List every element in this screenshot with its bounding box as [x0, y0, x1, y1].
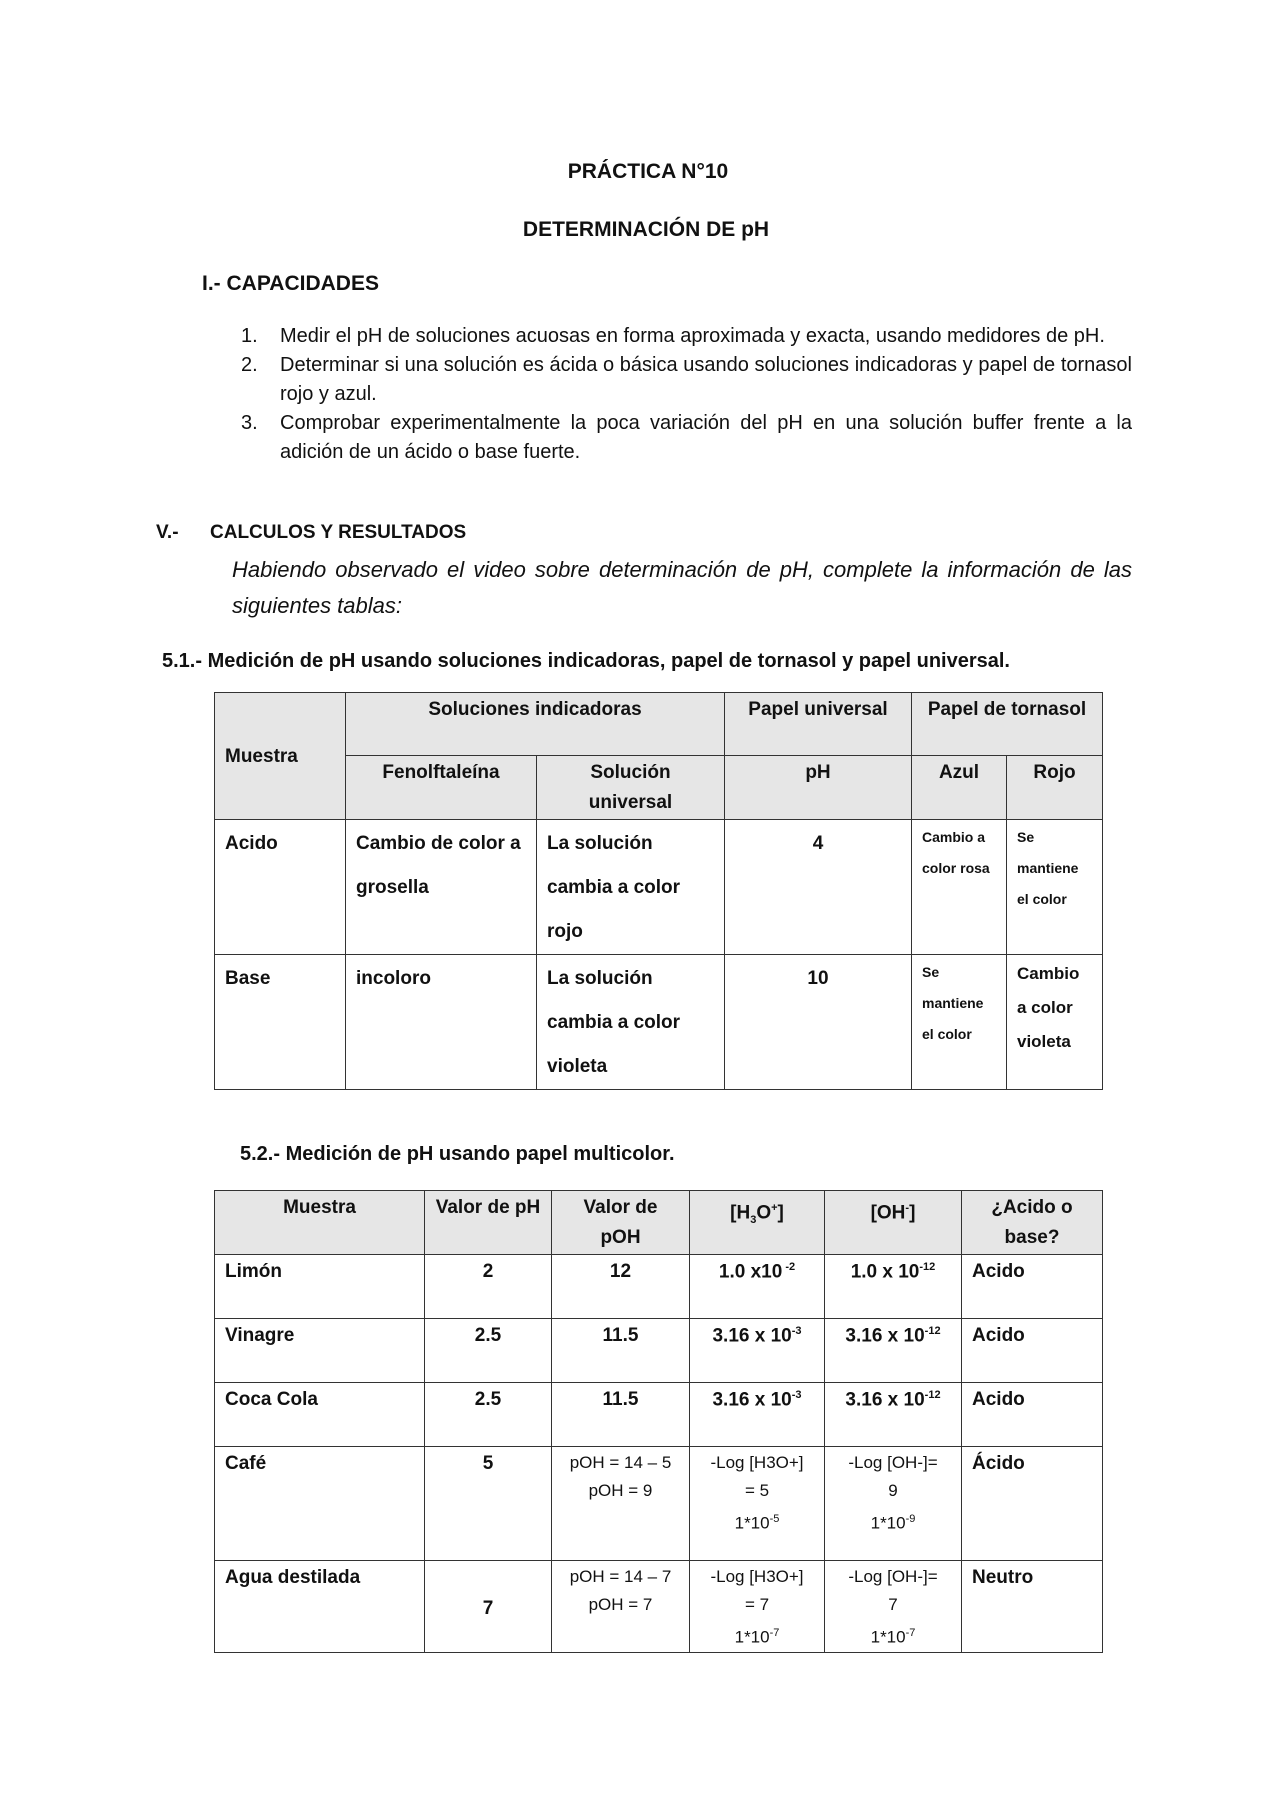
- resultados-heading: [156, 522, 466, 544]
- resultados-label: V.-: [156, 522, 179, 543]
- cell-ph: 7: [425, 1561, 552, 1653]
- cell-ph: 2.5: [425, 1383, 552, 1447]
- cell-poh: 12: [552, 1255, 690, 1319]
- resultados-intro: Habiendo observado el video sobre determinación de pH, complete la información de las siguientes tablas:: [232, 557, 1132, 618]
- cell-poh: pOH = 14 – 5 pOH = 9: [552, 1447, 690, 1561]
- list-item: 2. Determinar si una solución es ácida o básica usando soluciones indicadoras y papel de tornasol rojo y azul.: [241, 354, 1132, 405]
- cell-rojo: Cambio a color violeta: [1007, 955, 1103, 1090]
- capacidades-list: [236, 322, 1132, 467]
- cell-tipo: Acido: [962, 1383, 1103, 1447]
- cell-oh: -Log [OH-]= 7 $1*10^{-7}$: [825, 1561, 962, 1653]
- cell-h3o: -Log [H3O+] = 5 $1*10^{-5}$: [690, 1447, 825, 1561]
- cell-oh: 3.16 x $10^{-12}$: [825, 1383, 962, 1447]
- cell-tipo: Neutro: [962, 1561, 1103, 1653]
- cell-solucion-universal: La solución cambia a color violeta: [537, 955, 725, 1090]
- cell-fenolftaleina: Cambio de color a grosella: [346, 820, 537, 955]
- cell-solucion-universal: La solución cambia a color rojo: [537, 820, 725, 955]
- cell-ph: 4: [725, 820, 912, 955]
- page-title: PRÁCTICA N°10: [567, 160, 729, 183]
- cell-poh: 11.5: [552, 1383, 690, 1447]
- header-tornasol: Papel de tornasol: [912, 693, 1103, 756]
- cell-h3o: 3.16 x $10^{-3}$: [690, 1319, 825, 1383]
- cell-rojo: Se mantiene el color: [1007, 820, 1103, 955]
- resultados-title: CALCULOS Y RESULTADOS: [210, 522, 467, 543]
- cell-muestra: Acido: [215, 820, 346, 955]
- cell-muestra: Agua destilada: [215, 1561, 425, 1653]
- cell-ph: 5: [425, 1447, 552, 1561]
- cell-muestra: Café: [215, 1447, 425, 1561]
- multicolor-table: [214, 1190, 1103, 1653]
- header-ph: Valor de pH: [425, 1191, 552, 1255]
- cell-tipo: Acido: [962, 1319, 1103, 1383]
- header-fenolftaleina: Fenolftaleína: [346, 756, 537, 820]
- table-row: [215, 955, 1103, 1090]
- header-ph: pH: [725, 756, 912, 820]
- table-row: [215, 1561, 1103, 1653]
- table-row: [215, 1383, 1103, 1447]
- header-muestra: Muestra: [215, 1191, 425, 1255]
- header-oh: [OH-]: [825, 1191, 962, 1255]
- cell-tipo: Ácido: [962, 1447, 1103, 1561]
- cell-h3o: 3.16 x $10^{-3}$: [690, 1383, 825, 1447]
- cell-muestra: Base: [215, 955, 346, 1090]
- indicator-table: [214, 692, 1103, 1090]
- header-soluciones: Soluciones indicadoras: [346, 693, 725, 756]
- cell-oh: 1.0 x $10^{-12}$: [825, 1255, 962, 1319]
- section-52-heading: 5.2.- Medición de pH usando papel multicolor.: [240, 1143, 675, 1165]
- header-poh: Valor de pOH: [552, 1191, 690, 1255]
- table-row: [215, 820, 1103, 955]
- header-muestra: Muestra: [215, 693, 346, 820]
- cell-muestra: Coca Cola: [215, 1383, 425, 1447]
- cell-poh: 11.5: [552, 1319, 690, 1383]
- cell-ph: 2.5: [425, 1319, 552, 1383]
- cell-oh: 3.16 x $10^{-12}$: [825, 1319, 962, 1383]
- header-azul: Azul: [912, 756, 1007, 820]
- table-row: [215, 1319, 1103, 1383]
- cell-muestra: Vinagre: [215, 1319, 425, 1383]
- cell-h3o: -Log [H3O+] = 7 $1*10^{-7}$: [690, 1561, 825, 1653]
- header-rojo: Rojo: [1007, 756, 1103, 820]
- cell-tipo: Acido: [962, 1255, 1103, 1319]
- header-solucion-universal: Solución universal: [537, 756, 725, 820]
- cell-azul: Se mantiene el color: [912, 955, 1007, 1090]
- table-row: [215, 1447, 1103, 1561]
- cell-ph: 2: [425, 1255, 552, 1319]
- cell-fenolftaleina: incoloro: [346, 955, 537, 1090]
- cell-oh: -Log [OH-]= 9 $1*10^{-9}$: [825, 1447, 962, 1561]
- page-subtitle: DETERMINACIÓN DE pH: [522, 218, 770, 241]
- section-51-heading: 5.1.- Medición de pH usando soluciones indicadoras, papel de tornasol y papel universal.: [162, 650, 1010, 672]
- capacidades-heading: I.- CAPACIDADES: [202, 272, 379, 295]
- cell-poh: pOH = 14 – 7 pOH = 7: [552, 1561, 690, 1653]
- header-h3o: $[H_3O^+]$: [690, 1191, 825, 1255]
- header-papel-universal: Papel universal: [725, 693, 912, 756]
- cell-muestra: Limón: [215, 1255, 425, 1319]
- list-item: 1. Medir el pH de soluciones acuosas en forma aproximada y exacta, usando medidores de pH.: [241, 325, 1105, 347]
- cell-ph: 10: [725, 955, 912, 1090]
- table-row: [215, 1255, 1103, 1319]
- cell-h3o: 1.0 x10 $^{-2}$: [690, 1255, 825, 1319]
- cell-azul: Cambio a color rosa: [912, 820, 1007, 955]
- list-item: 3. Comprobar experimentalmente la poca variación del pH en una solución buffer frente a la adición de un ácido o base fuerte.: [241, 412, 1132, 463]
- header-tipo: ¿Acido o base?: [962, 1191, 1103, 1255]
